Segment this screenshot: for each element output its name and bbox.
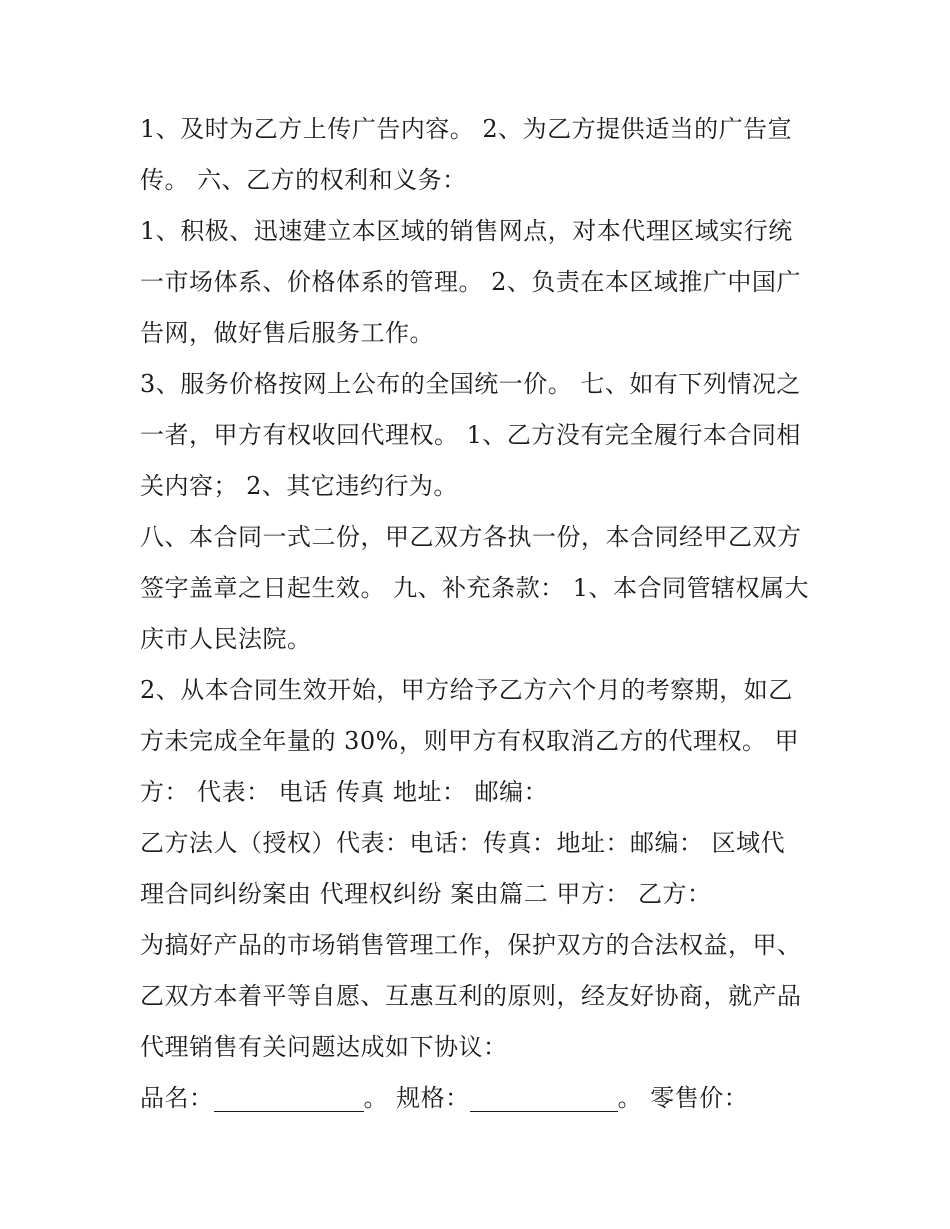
text-line-18: 乙双方本着平等自愿、互惠互利的原则，经友好协商，就产品: [140, 982, 802, 1010]
text-line-8: 关内容； 2、其它违约行为。: [140, 472, 458, 500]
text-line-1: 1、及时为乙方上传广告内容。 2、为乙方提供适当的广告宣: [140, 115, 793, 143]
text-line-17: 为搞好产品的市场销售管理工作，保护双方的合法权益，甲、: [140, 931, 802, 959]
text-line-7: 一者，甲方有权收回代理权。 1、乙方没有完全履行本合同相: [140, 421, 801, 449]
product-name-blank: [214, 1081, 364, 1112]
text-line-5: 告网，做好售后服务工作。: [140, 319, 434, 347]
text-line-20: [140, 1073, 820, 1124]
text-line-13: 方未完成全年量的 30%，则甲方有权取消乙方的代理权。 甲: [140, 727, 800, 755]
text-line-6: 3、服务价格按网上公布的全国统一价。 七、如有下列情况之: [140, 370, 801, 398]
product-name-label: 品名：: [140, 1084, 214, 1112]
text-line-12: 2、从本合同生效开始，甲方给予乙方六个月的考察期，如乙: [140, 676, 793, 704]
text-line-19: 代理销售有关问题达成如下协议：: [140, 1033, 508, 1061]
text-line-15: 乙方法人（授权）代表：电话：传真：地址：邮编： 区域代: [140, 829, 786, 857]
text-line-10: 签字盖章之日起生效。 九、补充条款： 1、本合同管辖权属大: [140, 574, 810, 602]
text-line-16: 理合同纠纷案由 代理权纠纷 案由篇二 甲方： 乙方：: [140, 880, 712, 908]
text-line-14: 方： 代表： 电话 传真 地址： 邮编：: [140, 778, 549, 806]
text-line-2: 传。 六、乙方的权利和义务：: [140, 166, 467, 194]
text-line-11: 庆市人民法院。: [140, 625, 312, 653]
retail-price-label: 。 零售价：: [617, 1084, 749, 1112]
text-line-9: 八、本合同一式二份，甲乙双方各执一份，本合同经甲乙双方: [140, 523, 802, 551]
text-line-3: 1、积极、迅速建立本区域的销售网点，对本代理区域实行统: [140, 217, 793, 245]
text-line-4: 一市场体系、价格体系的管理。 2、负责在本区域推广中国广: [140, 268, 801, 296]
contract-body-text: [140, 104, 820, 1124]
spec-blank: [470, 1081, 618, 1112]
spec-label: 。 规格：: [363, 1084, 470, 1112]
